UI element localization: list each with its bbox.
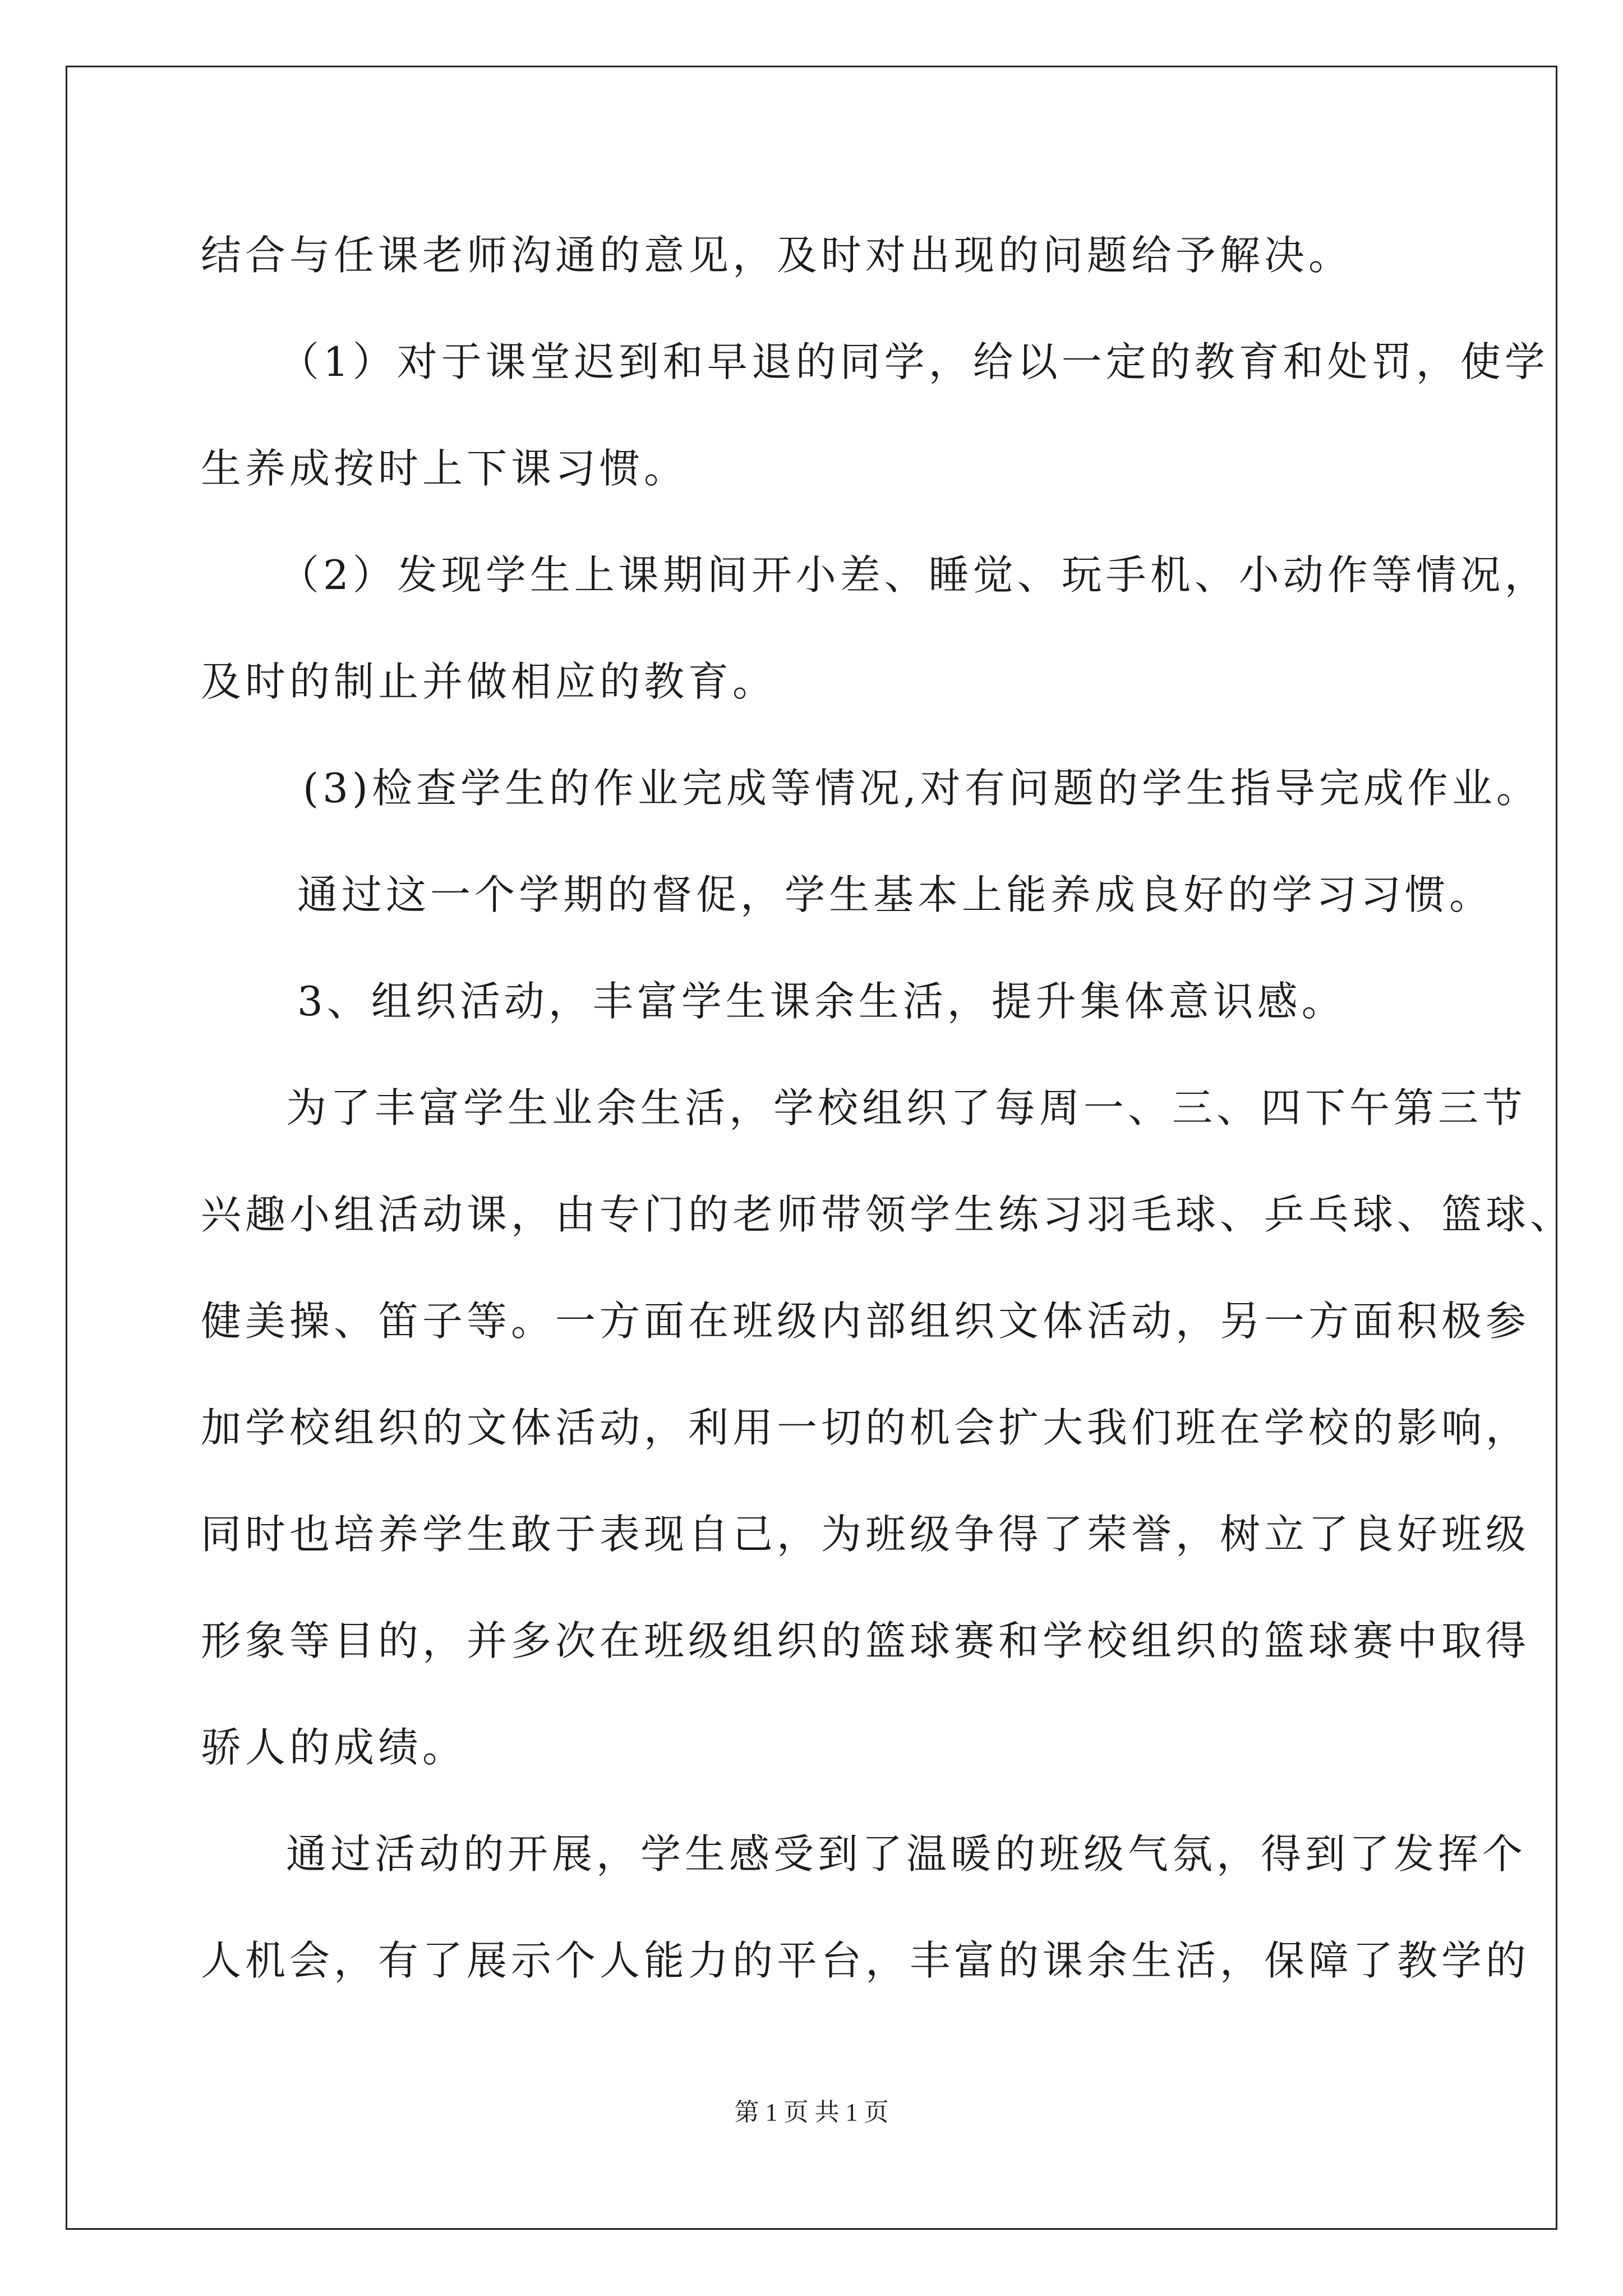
page-number-footer: 第 1 页 共 1 页 — [734, 2099, 889, 2126]
paragraph-line: 骄人的成绩。 — [201, 1724, 467, 1771]
paragraph-line: 通过活动的开展，学生感受到了温暖的班级气氛，得到了发挥个 — [286, 1830, 1527, 1878]
paragraph-line: （1）对于课堂迟到和早退的同学，给以一定的教育和处罚，使学 — [279, 338, 1549, 385]
paragraph-line: （2）发现学生上课期间开小差、睡觉、玩手机、小动作等情况， — [279, 551, 1549, 599]
paragraph-line: 通过这一个学期的督促，学生基本上能养成良好的学习习惯。 — [297, 871, 1494, 918]
paragraph-line: 同时也培养学生敢于表现自己，为班级争得了荣誉，树立了良好班级 — [201, 1511, 1530, 1558]
paragraph-line: (3)检查学生的作业完成等情况,对有问题的学生指导完成作业。 — [303, 765, 1541, 812]
page-border — [66, 66, 1557, 2230]
paragraph-line: 生养成按时上下课习惯。 — [201, 445, 689, 492]
paragraph-line: 结合与任课老师沟通的意见，及时对出现的问题给予解决。 — [201, 232, 1353, 279]
paragraph-line: 加学校组织的文体活动，利用一切的机会扩大我们班在学校的影响， — [201, 1404, 1530, 1451]
paragraph-line: 健美操、笛子等。一方面在班级内部组织文体活动，另一方面积极参 — [201, 1297, 1530, 1345]
paragraph-line: 形象等目的，并多次在班级组织的篮球赛和学校组织的篮球赛中取得 — [201, 1617, 1530, 1664]
paragraph-line: 为了丰富学生业余生活，学校组织了每周一、三、四下午第三节 — [286, 1084, 1527, 1131]
paragraph-line: 及时的制止并做相应的教育。 — [201, 658, 777, 705]
paragraph-line: 3、组织活动，丰富学生课余生活，提升集体意识感。 — [297, 978, 1346, 1025]
paragraph-line: 人机会，有了展示个人能力的平台，丰富的课余生活，保障了教学的 — [201, 1937, 1530, 1984]
paragraph-line: 兴趣小组活动课，由专门的老师带领学生练习羽毛球、乒乓球、篮球、 — [201, 1191, 1575, 1238]
